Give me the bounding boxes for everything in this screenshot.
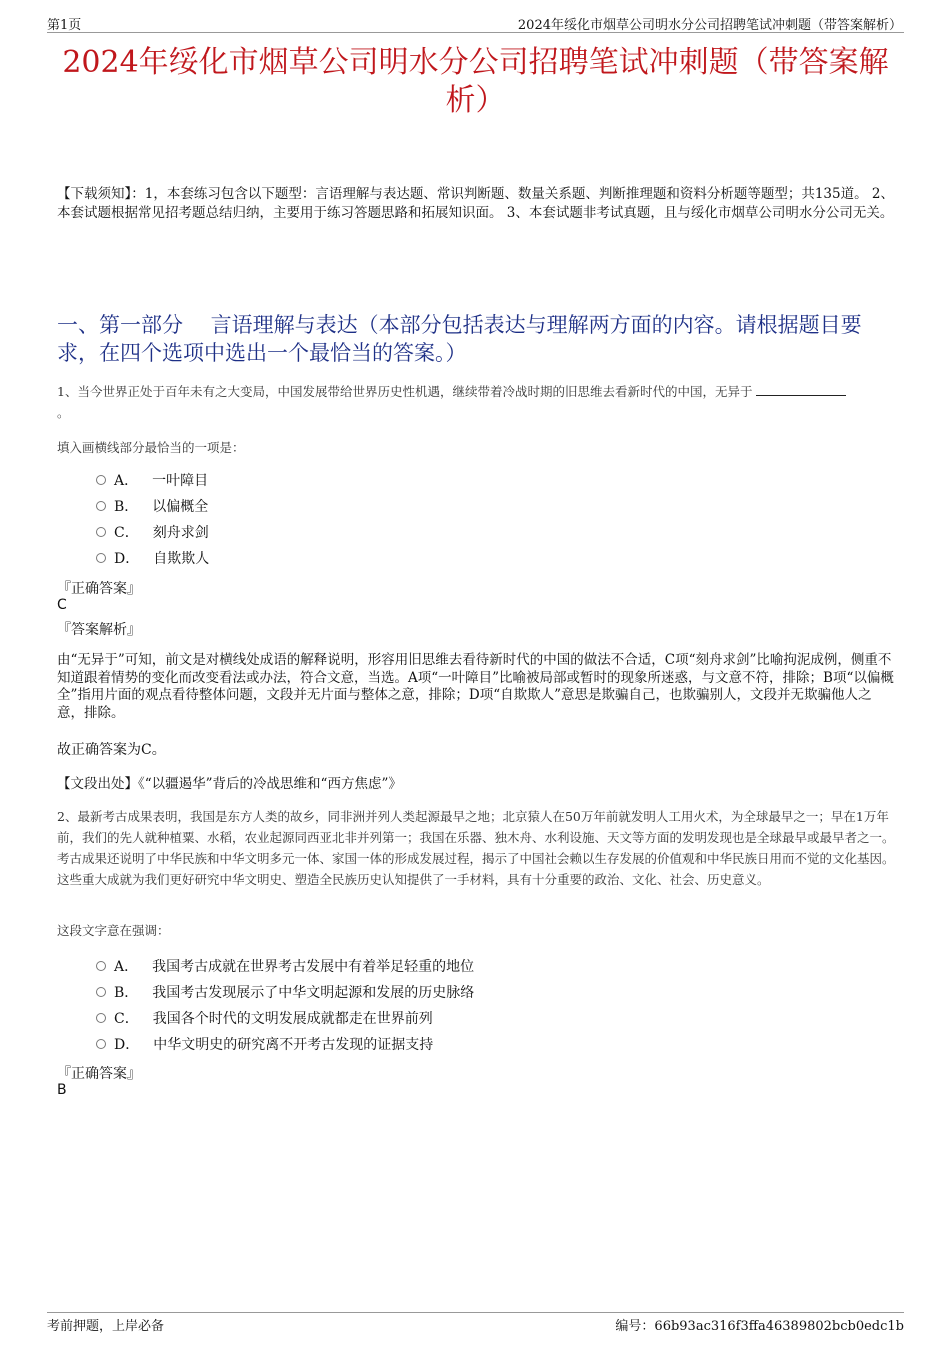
radio-icon[interactable]: [96, 961, 106, 971]
question-2-prompt: 这段文字意在强调：: [57, 923, 170, 938]
option-text: 刻舟求剑: [152, 525, 209, 541]
answer-blank: [756, 383, 846, 396]
question-1-conclusion: 故正确答案为C。: [57, 742, 166, 758]
option-text: 一叶障目: [152, 473, 209, 489]
question-1-option-a[interactable]: [96, 471, 208, 491]
option-label: B．: [114, 985, 139, 1001]
question-1-option-d[interactable]: [96, 549, 209, 569]
option-text: 我国各个时代的文明发展成就都走在世界前列: [152, 1011, 433, 1027]
footer-slogan: 考前押题，上岸必备: [47, 1319, 165, 1334]
question-1-text: 1、当今世界正处于百年未有之大变局，中国发展带给世界历史性机遇，继续带着冷战时期的旧思维去看新时代的中国，无异于: [57, 384, 753, 399]
option-label: D．: [114, 1037, 140, 1053]
question-2-stem: 2、最新考古成果表明，我国是东方人类的故乡，同非洲并列人类起源最早之地；北京猿人在50万年前就发明人工用火术，为全球最早之一；早在1万年前，我们的先人就种植粟、水稻，农业起源同西亚北非并列第一；我国在乐器、独木舟、水利设施、天文等方面的发明发现也是全球最早或最早者之一。考古成果还说明了中华民族和中华文明多元一体、家国一体的形成发展过程，揭示了中国社会赖以生存发展的价值观和中华民族日用而不觉的文化基因。这些重大成就为我们更好研究中华文明史、塑造全民族历史认知提供了一手材料，具有十分重要的政治、文化、社会、历史意义。: [57, 809, 895, 887]
option-label: C．: [114, 1011, 139, 1027]
footer-divider: [47, 1312, 904, 1313]
section-heading: 一、第一部分 言语理解与表达（本部分包括表达与理解两方面的内容。请根据题目要求，在四个选项中选出一个最恰当的答案。）: [57, 313, 862, 365]
option-text: 我国考古发现展示了中华文明起源和发展的历史脉络: [152, 985, 475, 1001]
option-label: D．: [114, 551, 140, 567]
question-1-answer-heading: 『正确答案』: [57, 581, 141, 597]
radio-icon[interactable]: [96, 987, 106, 997]
question-2-option-d[interactable]: [96, 1035, 433, 1055]
radio-icon[interactable]: [96, 1039, 106, 1049]
question-1-stem: [57, 381, 902, 423]
download-notice: 【下载须知】：1，本套练习包含以下题型：言语理解与表达题、常识判断题、数量关系题、判断推理题和资料分析题等题型；共135道。 2、本套试题根据常见招考题总结归纳，主要用于练习答题思路和拓展知识面。 3、本套试题非考试真题，且与绥化市烟草公司明水分公司无关。: [57, 186, 894, 221]
question-1-analysis: 由“无异于”可知，前文是对横线处成语的解释说明，形容用旧思维去看待新时代的中国的做法不合适，C项“刻舟求剑”比喻拘泥成例，侧重不知道跟着情势的变化而改变看法或办法，符合文意，当选。A项“一叶障目”比喻被局部或暂时的现象所迷惑，与文意不符，排除；B项“以偏概全”指用片面的观点看待整体问题，文段并无片面与整体之意，排除；D项“自欺欺人”意思是欺骗自己，也欺骗别人，文段并无欺骗他人之意，排除。: [57, 652, 894, 721]
question-2-option-a[interactable]: [96, 957, 474, 977]
option-label: B．: [114, 499, 139, 515]
option-text: 我国考古成就在世界考古发展中有着举足轻重的地位: [152, 959, 475, 975]
question-1-prompt: 填入画横线部分最恰当的一项是：: [57, 440, 245, 455]
header-divider: [47, 32, 904, 33]
option-label: A．: [114, 959, 139, 975]
running-header-title: 2024年绥化市烟草公司明水分公司招聘笔试冲刺题（带答案解析）: [517, 18, 902, 33]
option-label: A．: [114, 473, 139, 489]
question-1-option-b[interactable]: [96, 497, 208, 517]
option-text: 中华文明史的研究离不开考古发现的证据支持: [153, 1037, 434, 1053]
question-2-answer-heading: 『正确答案』: [57, 1066, 141, 1082]
question-2-answer: B: [57, 1082, 67, 1098]
radio-icon[interactable]: [96, 1013, 106, 1023]
question-2-option-c[interactable]: [96, 1009, 433, 1029]
radio-icon[interactable]: [96, 553, 106, 563]
question-1-analysis-heading: 『答案解析』: [57, 622, 141, 638]
option-label: C．: [114, 525, 139, 541]
option-text: 自欺欺人: [153, 551, 210, 567]
radio-icon[interactable]: [96, 475, 106, 485]
radio-icon[interactable]: [96, 527, 106, 537]
question-1-source: 【文段出处】《“以疆遏华”背后的冷战思维和“西方焦虑”》: [57, 776, 402, 792]
question-1-option-c[interactable]: [96, 523, 209, 543]
document-code: 编号：66b93ac316f3ffa46389802bcb0edc1b: [615, 1319, 904, 1334]
radio-icon[interactable]: [96, 501, 106, 511]
page-number: 第1页: [47, 18, 82, 33]
question-1-answer: C: [57, 597, 67, 613]
document-title: 2024年绥化市烟草公司明水分公司招聘笔试冲刺题（带答案解析）: [62, 45, 889, 118]
question-2-option-b[interactable]: [96, 983, 474, 1003]
option-text: 以偏概全: [152, 499, 209, 515]
question-1-stem-end: 。: [57, 405, 70, 420]
